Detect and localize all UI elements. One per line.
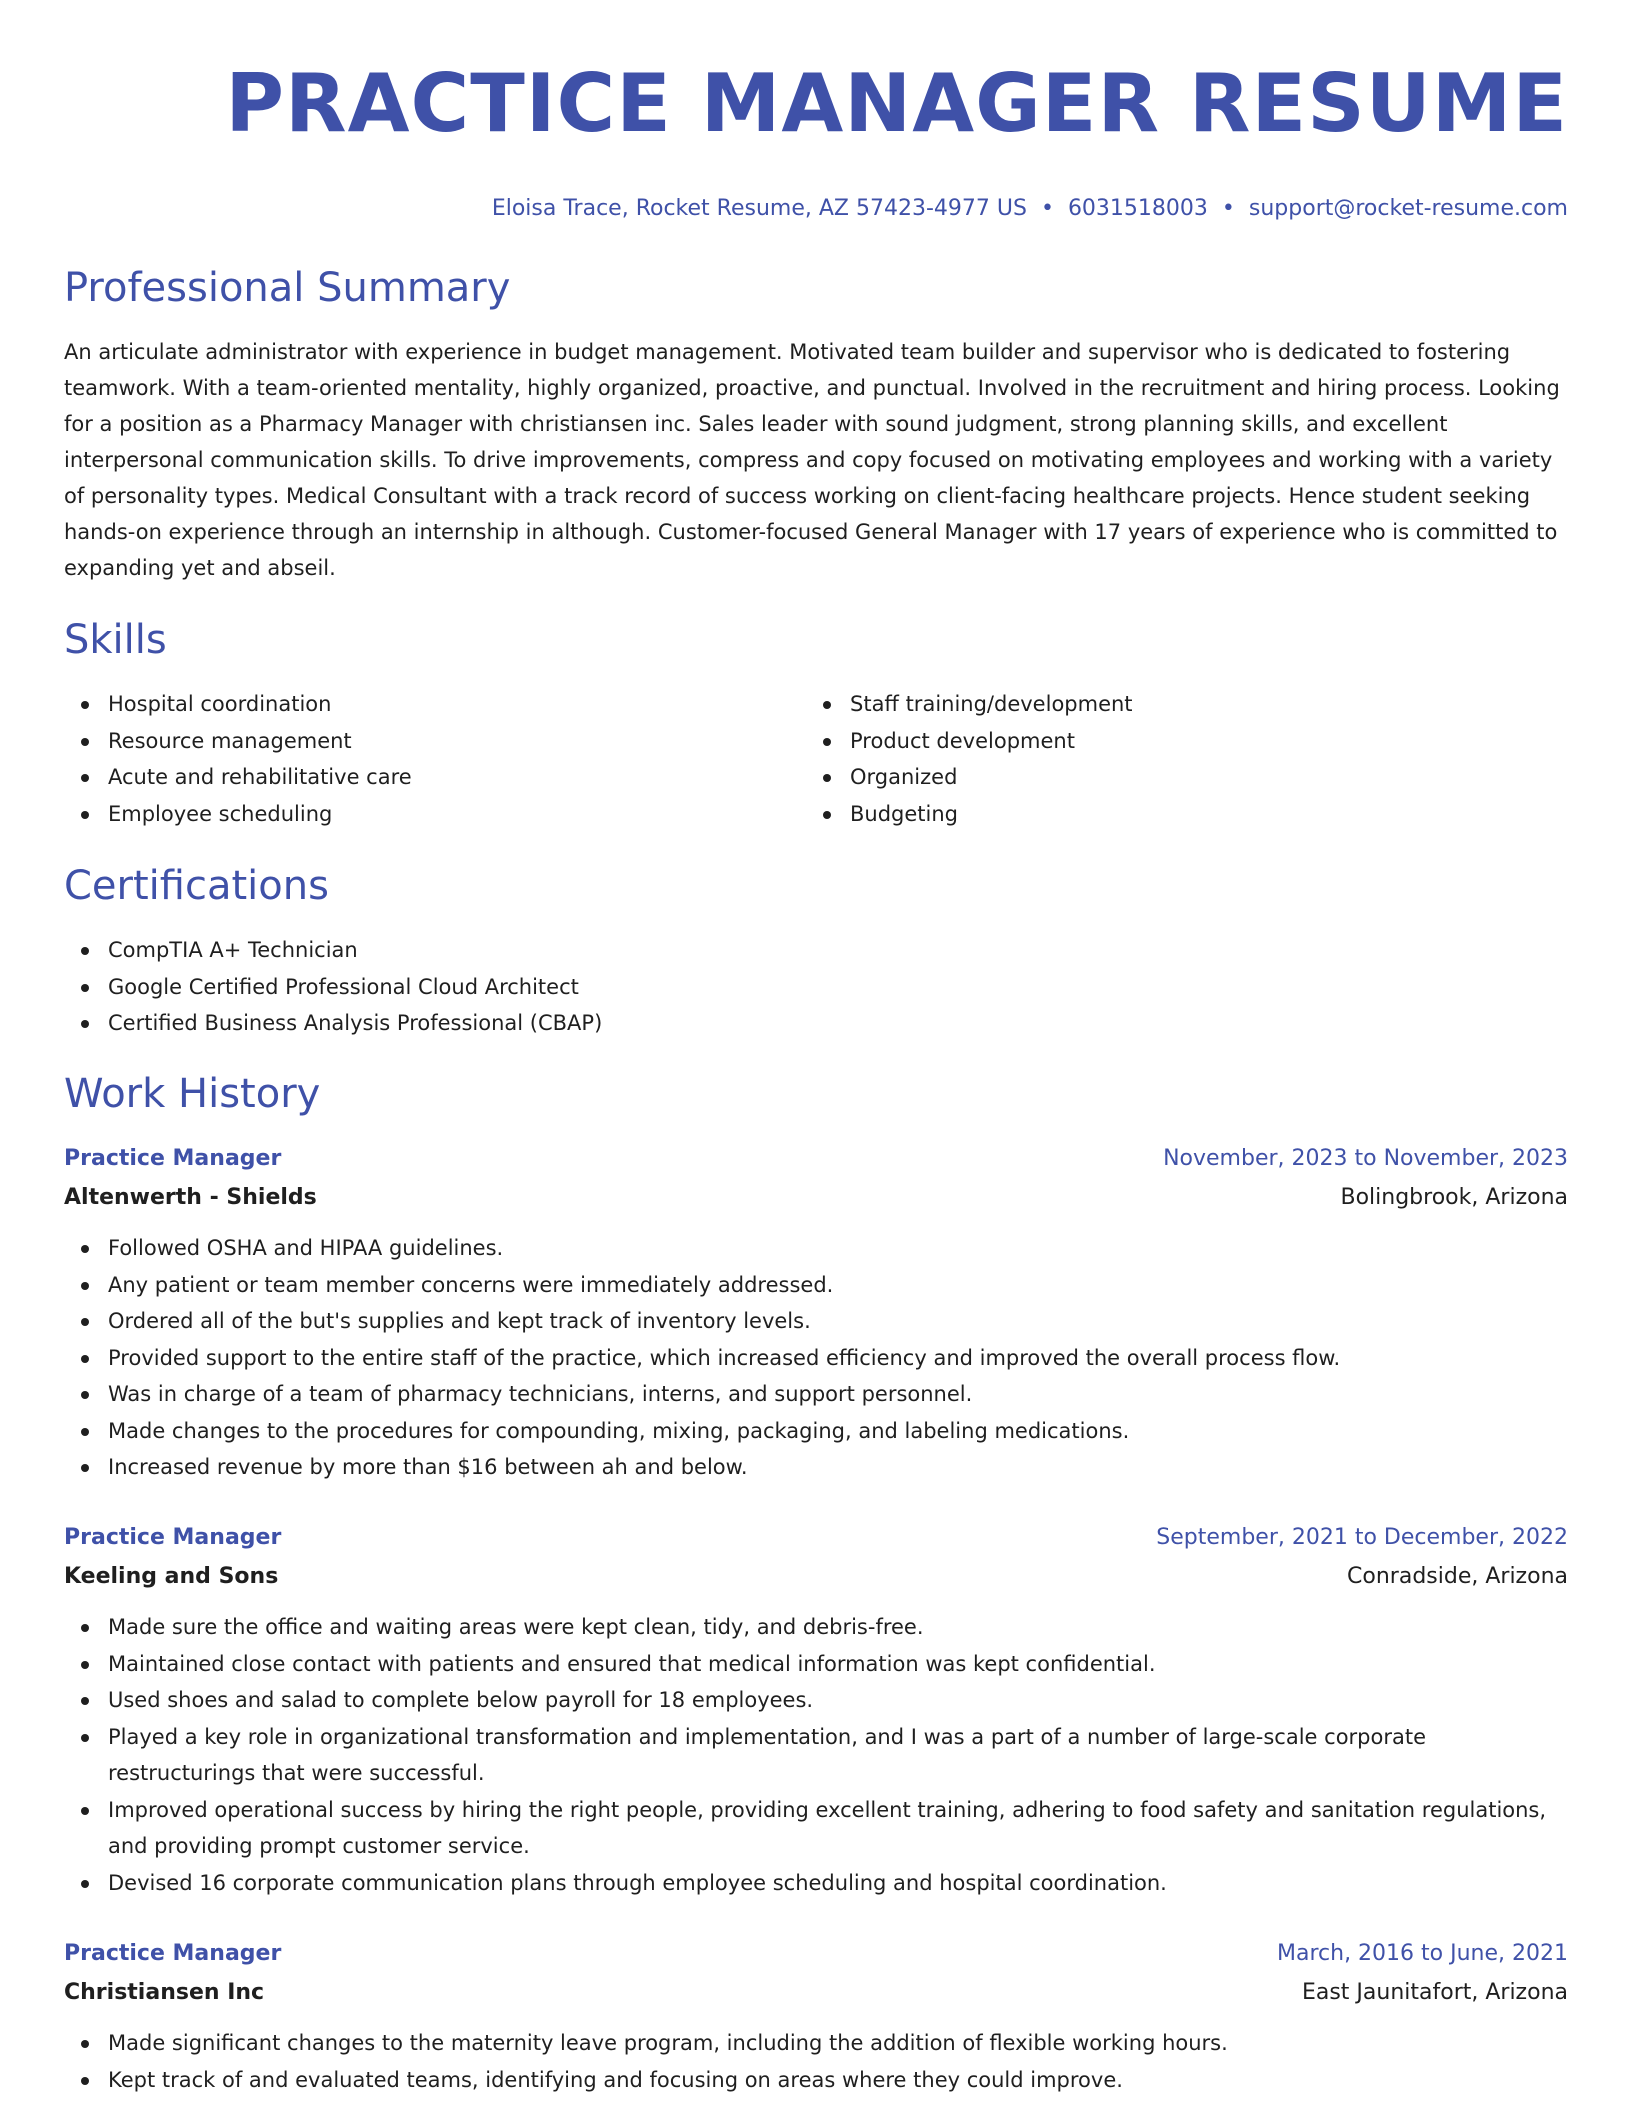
job-company: Christiansen Inc [64, 1980, 265, 2005]
job-company: Altenwerth - Shields [64, 1185, 317, 1210]
contact-separator: • [1040, 196, 1054, 221]
skill-item: Organized [806, 759, 1548, 796]
job-duty: Was in charge of a team of pharmacy technicians, interns, and support personnel. [64, 1376, 1568, 1413]
resume-page [64, 0, 1568, 2092]
job-duty: Increased revenue by more than $16 between ah and below. [64, 1449, 1568, 1486]
certifications-list [64, 932, 1568, 1042]
skill-item: Employee scheduling [64, 796, 806, 833]
contact-separator: • [1221, 196, 1235, 221]
job-entry [64, 1140, 1568, 1486]
job-location: East Jaunitafort, Arizona [1301, 1980, 1568, 2005]
job-duty: Used shoes and salad to complete below payroll for 18 employees. [64, 1682, 1568, 1719]
job-dates: September, 2021 to December, 2022 [1156, 1525, 1568, 1550]
section-heading-work-history: Work History [64, 1071, 321, 1117]
job-duties-list [64, 2025, 1568, 2098]
skills-columns [64, 686, 1568, 832]
skill-item: Staff training/development [806, 686, 1548, 723]
job-duty: Ordered all of the but's supplies and kept track of inventory levels. [64, 1303, 1568, 1340]
job-entry [64, 1519, 1568, 1901]
contact-address: Eloisa Trace, Rocket Resume, AZ 57423-4977 US [491, 196, 1027, 221]
job-duty: Made changes to the procedures for compounding, mixing, packaging, and labeling medications. [64, 1413, 1568, 1450]
contact-line [64, 194, 1568, 224]
certification-item: Google Certified Professional Cloud Architect [64, 969, 1568, 1006]
certification-item: CompTIA A+ Technician [64, 932, 1568, 969]
job-duty: Maintained close contact with patients and ensured that medical information was kept confidential. [64, 1646, 1568, 1683]
job-duty: Any patient or team member concerns were immediately addressed. [64, 1267, 1568, 1304]
job-location: Conradside, Arizona [1347, 1564, 1568, 1589]
resume-title: PRACTICE MANAGER RESUME [225, 57, 1568, 150]
job-duty: Devised 16 corporate communication plans through employee scheduling and hospital coordination. [64, 1865, 1568, 1902]
skill-item: Budgeting [806, 796, 1548, 833]
section-heading-certifications: Certifications [64, 863, 329, 909]
section-heading-summary: Professional Summary [64, 265, 511, 311]
skill-item: Hospital coordination [64, 686, 806, 723]
job-duty: Improved operational success by hiring the right people, providing excellent training, adhering to food safety and sanitation regulations, and providing prompt customer service. [64, 1792, 1568, 1865]
skill-item: Product development [806, 723, 1548, 760]
job-title: Practice Manager [64, 1525, 282, 1550]
summary-text: An articulate administrator with experience in budget management. Motivated team builder and supervisor who is dedicated to fostering teamwork. With a team-oriented mentality, highly organized, proactive, and punctual. Involved in the recruitment and hiring process. Looking for a position as a Pharmacy Manager with christiansen inc. Sales leader with sound judgment, strong planning skills, and excellent interpersonal communication skills. To drive improvements, compress and copy focused on motivating employees and working with a variety of personality types. Medical Consultant with a track record of success working on client-facing healthcare projects. Hence student seeking hands-on experience through an internship in although. Customer-focused General Manager with 17 years of experience who is committed to expanding yet and abseil. [64, 340, 1560, 580]
job-duties-list [64, 1230, 1568, 1486]
skill-item: Acute and rehabilitative care [64, 759, 806, 796]
job-title: Practice Manager [64, 1146, 282, 1171]
certification-item: Certified Business Analysis Professional (CBAP) [64, 1005, 1568, 1042]
skill-item: Resource management [64, 723, 806, 760]
job-duty: Kept track of and evaluated teams, identifying and focusing on areas where they could improve. [64, 2062, 1568, 2099]
job-duty: Made significant changes to the maternity leave program, including the addition of flexible working hours. [64, 2025, 1568, 2062]
job-duty: Provided support to the entire staff of the practice, which increased efficiency and improved the overall process flow. [64, 1340, 1568, 1377]
skills-list-left [64, 686, 806, 832]
contact-phone[interactable]: 6031518003 [1067, 196, 1208, 221]
contact-email[interactable]: support@rocket-resume.com [1248, 196, 1568, 221]
job-dates: March, 2016 to June, 2021 [1277, 1941, 1568, 1966]
job-duty: Followed OSHA and HIPAA guidelines. [64, 1230, 1568, 1267]
job-title: Practice Manager [64, 1941, 282, 1966]
job-dates: November, 2023 to November, 2023 [1163, 1146, 1568, 1171]
job-duties-list [64, 1609, 1568, 1901]
job-location: Bolingbrook, Arizona [1340, 1185, 1568, 1210]
job-duty: Made sure the office and waiting areas were kept clean, tidy, and debris-free. [64, 1609, 1568, 1646]
job-entry [64, 1935, 1568, 2098]
job-company: Keeling and Sons [64, 1564, 279, 1589]
section-heading-skills: Skills [64, 617, 167, 663]
job-duty: Played a key role in organizational transformation and implementation, and I was a part of a number of large-scale corporate restructurings that were successful. [64, 1719, 1568, 1792]
skills-list-right [806, 686, 1548, 832]
